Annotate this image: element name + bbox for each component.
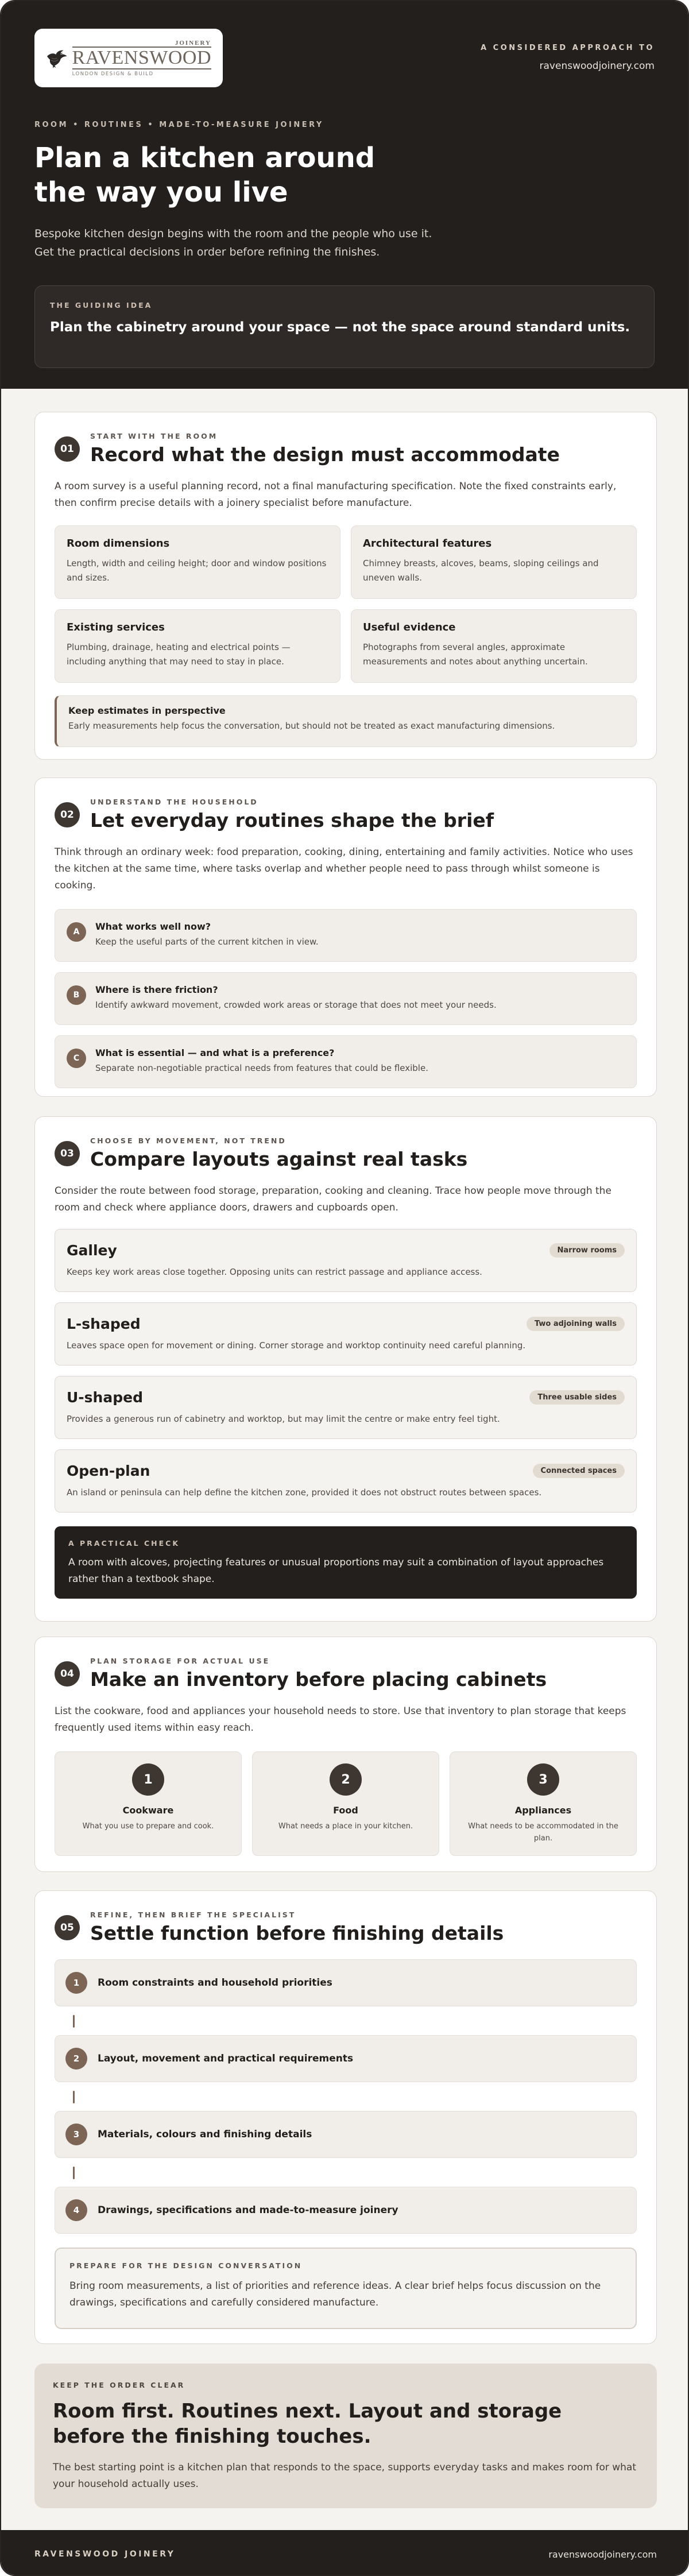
hero-tagline: A CONSIDERED APPROACH TO (481, 44, 655, 52)
inventory-text: What you use to prepare and cook. (82, 1822, 214, 1831)
guiding-idea-label: THE GUIDING IDEA (50, 301, 153, 310)
note-text: Early measurements help focus the conversation, but should not be treated as exact manufacturing dimensions. (68, 721, 555, 731)
hero (1, 1, 688, 389)
section-number: 02 (55, 802, 80, 827)
card-text: Chimney breasts, alcoves, beams, sloping ceilings and uneven walls. (363, 558, 599, 583)
layout-text: An island or peninsula can help define the kitchen zone, provided it does not obstruct routes between spaces. (67, 1487, 542, 1498)
page-title: Plan a kitchen around the way you live (34, 142, 376, 208)
step-1 (55, 1959, 637, 2006)
step-3 (55, 2111, 637, 2158)
section-title: Settle function before finishing details (90, 1922, 504, 1944)
section-intro: A room survey is a useful planning record, not a final manufacturing specification. Note the fixed constraints early, then confirm precise details with a joinery specialist before manufacture. (55, 481, 617, 509)
question-essential (55, 1035, 637, 1088)
hero-desc-line-2: Get the practical decisions in order before refining the finishes. (34, 246, 380, 258)
question-answer: Separate non-negotiable practical needs from features that could be flexible. (95, 1063, 428, 1073)
layout-name: U-shaped (67, 1389, 143, 1406)
inventory-number: 3 (527, 1763, 559, 1796)
section-title: Make an inventory before placing cabinets (90, 1668, 547, 1691)
layout-badge: Connected spaces (533, 1464, 625, 1478)
section-header (55, 798, 637, 831)
section-title: Record what the design must accommodate (90, 443, 560, 466)
logo-joinery: JOINERY (175, 39, 211, 47)
question-letter: C (67, 1049, 86, 1068)
section-eyebrow: CHOOSE BY MOVEMENT, NOT TREND (90, 1136, 287, 1145)
layout-galley (55, 1229, 637, 1292)
layout-name: Open-plan (67, 1463, 150, 1479)
section-header (55, 432, 637, 466)
layout-l-shaped (55, 1302, 637, 1366)
section-household (34, 778, 657, 1097)
card-title: Existing services (67, 621, 165, 633)
inventory-text: What needs a place in your kitchen. (278, 1822, 413, 1831)
step-number: 3 (65, 2124, 87, 2145)
layout-badge: Two adjoining walls (527, 1317, 625, 1331)
card-architectural-features (351, 525, 637, 599)
step-label: Layout, movement and practical requirements (98, 2053, 354, 2064)
section-title: Compare layouts against real tasks (90, 1148, 468, 1170)
logo[interactable] (34, 29, 223, 87)
footer-brand: RAVENSWOOD JOINERY (34, 2550, 176, 2559)
inventory-cookware (55, 1751, 242, 1856)
layout-text: Leaves space open for movement or dining. Corner storage and worktop continuity need careful planning. (67, 1340, 526, 1351)
logo-text (72, 40, 211, 77)
step-label: Room constraints and household priorities (98, 1977, 332, 1989)
prepare-text: Bring room measurements, a list of priorities and reference ideas. A clear brief helps focus discussion on the drawings, specifications and carefully considered manufacture. (69, 2280, 601, 2308)
step-label: Drawings, specifications and made-to-measure joinery (98, 2204, 398, 2216)
inventory-title: Appliances (514, 1805, 572, 1816)
step-number: 1 (65, 1972, 87, 1994)
footer-url-link[interactable]: ravenswoodjoinery.com (548, 2548, 657, 2560)
card-text: Plumbing, drainage, heating and electrical points — including anything that may need to stay in place. (67, 642, 291, 667)
layout-name: L-shaped (67, 1316, 141, 1332)
question-friction (55, 972, 637, 1025)
card-existing-services (55, 609, 340, 683)
question-title: Where is there friction? (95, 984, 218, 995)
prepare-label: PREPARE FOR THE DESIGN CONVERSATION (69, 2261, 303, 2270)
step-connector (73, 2158, 75, 2187)
inventory-text: What needs to be accommodated in the plan. (468, 1822, 618, 1843)
layout-badge: Three usable sides (529, 1390, 625, 1405)
section-number: 01 (55, 436, 80, 462)
step-number: 4 (65, 2199, 87, 2221)
section-number: 03 (55, 1141, 80, 1166)
estimates-note (55, 695, 637, 747)
summary-text: The best starting point is a kitchen plan that responds to the space, supports everyday tasks and makes room for what your household actually uses. (53, 2462, 636, 2490)
card-title: Architectural features (363, 537, 492, 550)
summary-box (34, 2364, 657, 2508)
summary-label: KEEP THE ORDER CLEAR (53, 2381, 185, 2389)
section-intro: List the cookware, food and appliances your household needs to store. Use that inventory to plan storage that keeps frequently used items within easy reach. (55, 1705, 626, 1734)
section-eyebrow: START WITH THE ROOM (90, 432, 218, 440)
card-text: Length, width and ceiling height; door and window positions and sizes. (67, 558, 327, 583)
guiding-idea-text: Plan the cabinetry around your space — not the space around standard units. (50, 320, 630, 335)
card-title: Room dimensions (67, 537, 170, 550)
layout-name: Galley (67, 1242, 117, 1259)
hero-url-link[interactable]: ravenswoodjoinery.com (539, 60, 655, 72)
step-number: 2 (65, 2048, 87, 2070)
section-title: Let everyday routines shape the brief (90, 809, 494, 831)
inventory-title: Food (333, 1805, 358, 1816)
hero-description (34, 225, 505, 261)
section-room (34, 412, 657, 760)
step-connector (73, 2006, 75, 2035)
step-label: Materials, colours and finishing details (98, 2129, 312, 2140)
section-storage (34, 1637, 657, 1872)
logo-name: RAVENSWOOD (72, 47, 211, 68)
inventory-food (252, 1751, 439, 1856)
question-answer: Keep the useful parts of the current kitchen in view. (95, 937, 319, 947)
layout-open-plan (55, 1449, 637, 1513)
raven-icon (46, 37, 68, 79)
footer (1, 2530, 689, 2576)
layout-text: Provides a generous run of cabinetry and worktop, but may limit the centre or make entry feel tight. (67, 1414, 500, 1424)
question-title: What is essential — and what is a preference? (95, 1047, 335, 1058)
inventory-appliances (450, 1751, 637, 1856)
section-eyebrow: PLAN STORAGE FOR ACTUAL USE (90, 1657, 270, 1665)
section-number: 04 (55, 1661, 80, 1687)
step-2 (55, 2035, 637, 2082)
inventory-number: 1 (132, 1763, 164, 1796)
summary-title: Room first. Routines next. Layout and storage before the finishing touches. (53, 2400, 562, 2448)
survey-cards (55, 525, 637, 683)
practical-check-text: A room with alcoves, projecting features or unusual proportions may suit a combination of layout approaches rather than a textbook shape. (68, 1557, 604, 1585)
process-steps (55, 1959, 637, 2234)
step-connector (73, 2082, 75, 2111)
question-letter: A (67, 922, 86, 942)
layout-u-shaped (55, 1376, 637, 1439)
section-eyebrow: UNDERSTAND THE HOUSEHOLD (90, 798, 258, 806)
section-finishing (34, 1890, 657, 2344)
section-layouts (34, 1116, 657, 1622)
step-4 (55, 2187, 637, 2234)
section-header (55, 1136, 637, 1170)
card-title: Useful evidence (363, 621, 456, 633)
question-works-well (55, 909, 637, 962)
prepare-conversation-box (55, 2248, 637, 2329)
layout-badge: Narrow rooms (549, 1243, 625, 1258)
hero-eyebrow: ROOM • ROUTINES • MADE-TO-MEASURE JOINERY (34, 121, 324, 129)
practical-check-box (55, 1526, 637, 1599)
guiding-idea-box (34, 285, 655, 368)
hero-right (481, 44, 655, 72)
section-number: 05 (55, 1915, 80, 1940)
section-header (55, 1657, 637, 1691)
card-text: Photographs from several angles, approximate measurements and notes about anything uncertain. (363, 642, 588, 667)
note-title: Keep estimates in perspective (68, 705, 226, 716)
hero-desc-line-1: Bespoke kitchen design begins with the room and the people who use it. (34, 227, 432, 240)
logo-subtitle: LONDON DESIGN & BUILD (72, 71, 154, 77)
layout-text: Keeps key work areas close together. Opposing units can restrict passage and appliance access. (67, 1267, 482, 1277)
question-letter: B (67, 985, 86, 1005)
section-header (55, 1910, 637, 1944)
question-answer: Identify awkward movement, crowded work areas or storage that does not meet your needs. (95, 1000, 497, 1010)
inventory-cards (55, 1751, 637, 1856)
card-room-dimensions (55, 525, 340, 599)
inventory-number: 2 (330, 1763, 362, 1796)
practical-check-label: A PRACTICAL CHECK (68, 1539, 180, 1548)
inventory-title: Cookware (122, 1805, 174, 1816)
question-title: What works well now? (95, 921, 211, 932)
section-intro: Think through an ordinary week: food preparation, cooking, dining, entertaining and family activities. Notice who uses the kitchen at the same time, where tasks overlap and whether people need to pass through whilst someone is cooking. (55, 846, 633, 891)
section-intro: Consider the route between food storage, preparation, cooking and cleaning. Trace how people move through the room and check where appliance doors, drawers and cupboards open. (55, 1185, 611, 1213)
section-eyebrow: REFINE, THEN BRIEF THE SPECIALIST (90, 1910, 296, 1919)
card-useful-evidence (351, 609, 637, 683)
